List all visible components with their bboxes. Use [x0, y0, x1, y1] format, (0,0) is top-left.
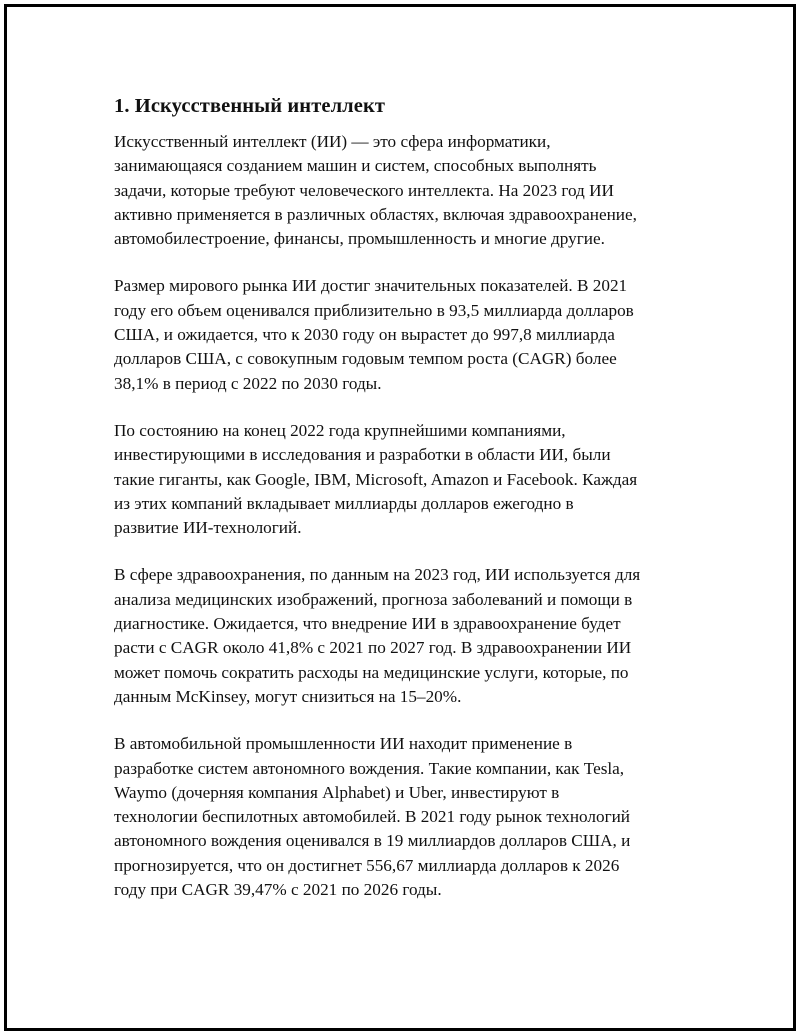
text-line: Размер мирового рынка ИИ достиг значительных показателей. В 2021 — [114, 276, 628, 296]
paragraph-companies — [114, 419, 714, 540]
text-line: По состоянию на конец 2022 года крупнейшими компаниями, — [114, 420, 566, 440]
text-line: задачи, которые требуют человеческого интеллекта. На 2023 год ИИ — [114, 180, 614, 200]
text-line: 38,1% в период с 2022 по 2030 годы. — [114, 373, 382, 393]
text-line: анализа медицинских изображений, прогноза заболеваний и помощи в — [114, 589, 633, 609]
text-line: В автомобильной промышленности ИИ находит применение в — [114, 734, 573, 754]
text-line: инвестирующими в исследования и разработки в области ИИ, были — [114, 445, 611, 465]
section-title: 1. Искусственный интеллект — [114, 95, 386, 117]
text-line: автономного вождения оценивался в 19 миллиардов долларов США, и — [114, 831, 631, 851]
text-line: автомобилестроение, финансы, промышленность и многие другие. — [114, 229, 605, 249]
text-line: активно применяется в различных областях, включая здравоохранение, — [114, 204, 637, 224]
text-line: диагностике. Ожидается, что внедрение ИИ в здравоохранение будет — [114, 614, 621, 634]
text-line: Waymo (дочерняя компания Alphabet) и Uber, инвестируют в — [114, 782, 560, 802]
text-line: прогнозируется, что он достигнет 556,67 миллиарда долларов к 2026 — [114, 855, 620, 875]
paragraph-healthcare — [114, 563, 714, 709]
paragraph-market-size — [114, 274, 714, 395]
text-line: долларов США, с совокупным годовым темпом роста (CAGR) более — [114, 349, 617, 369]
text-line: развитие ИИ-технологий. — [114, 518, 302, 538]
paragraph-automotive — [114, 732, 714, 902]
text-line: году его объем оценивался приблизительно в 93,5 миллиарда долларов — [114, 300, 634, 320]
text-line: расти с CAGR около 41,8% с 2021 по 2027 год. В здравоохранении ИИ — [114, 638, 632, 658]
text-line: разработке систем автономного вождения. Такие компании, как Tesla, — [114, 758, 625, 778]
text-line: году при CAGR 39,47% с 2021 по 2026 годы. — [114, 880, 442, 900]
text-line: Искусственный интеллект (ИИ) — это сфера информатики, — [114, 132, 551, 151]
paragraph-intro — [114, 130, 714, 251]
text-line: из этих компаний вкладывает миллиарды долларов ежегодно в — [114, 493, 574, 513]
text-line: такие гиганты, как Google, IBM, Microsoft, Amazon и Facebook. Каждая — [114, 469, 638, 489]
text-line: данным McKinsey, могут снизиться на 15–20%. — [114, 686, 462, 706]
document-body — [114, 92, 714, 925]
text-line: может помочь сократить расходы на медицинские услуги, которые, по — [114, 662, 629, 682]
text-line: США, и ожидается, что к 2030 году он вырастет до 997,8 миллиарда — [114, 325, 615, 345]
text-line: В сфере здравоохранения, по данным на 2023 год, ИИ используется для — [114, 565, 641, 585]
text-line: занимающаяся созданием машин и систем, способных выполнять — [114, 156, 597, 176]
text-line: технологии беспилотных автомобилей. В 2021 году рынок технологий — [114, 807, 631, 827]
